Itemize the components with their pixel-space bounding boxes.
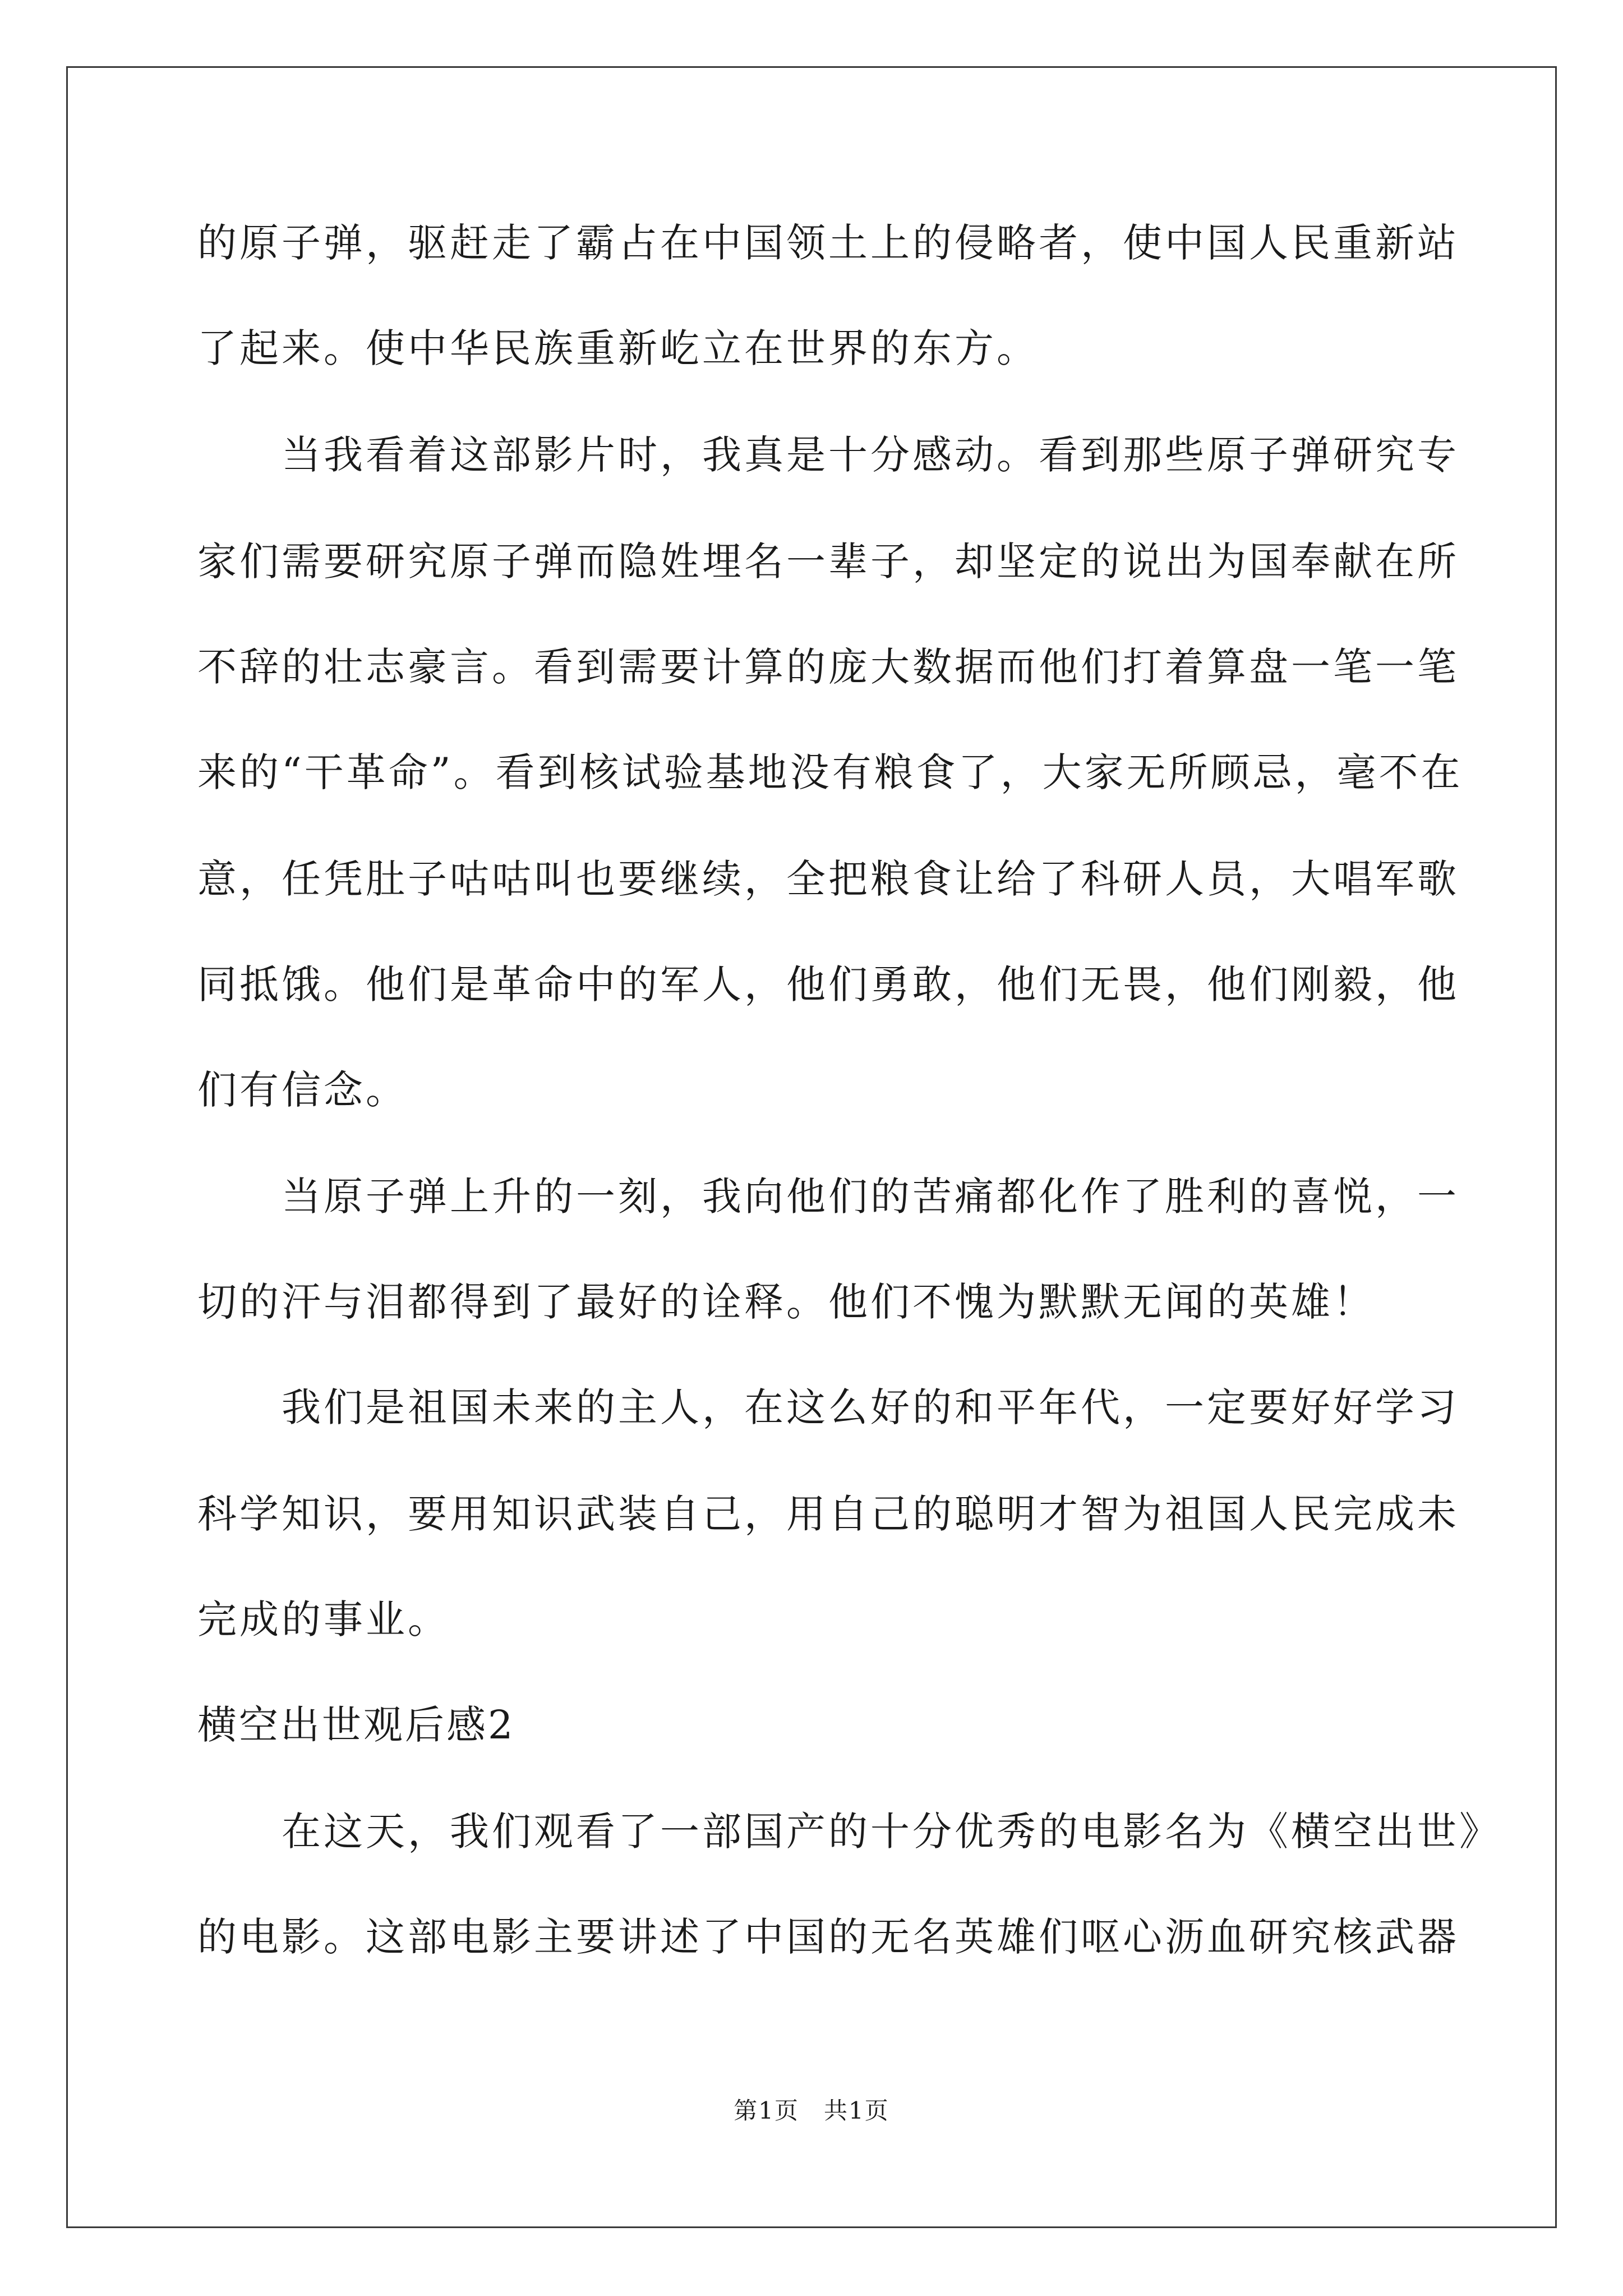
paragraph-line: 意，任凭肚子咕咕叫也要继续，全把粮食让给了科研人员，大唱军歌 <box>197 856 1459 902</box>
paragraph-line: 来的“干革命”。看到核试验基地没有粮食了，大家无所顾忌，毫不在 <box>197 749 1463 795</box>
paragraph-line: 不辞的壮志豪言。看到需要计算的庞大数据而他们打着算盘一笔一笔 <box>197 644 1459 690</box>
paragraph-line: 切的汗与泪都得到了最好的诠释。他们不愧为默默无闻的英雄！ <box>197 1279 1375 1325</box>
paragraph-line: 们有信念。 <box>197 1067 408 1113</box>
section-heading: 横空出世观后感2 <box>197 1702 515 1748</box>
paragraph-line: 的电影。这部电影主要讲述了中国的无名英雄们呕心沥血研究核武器 <box>197 1914 1459 1960</box>
page-number: 第1页 共1页 <box>734 2097 889 2124</box>
paragraph-line: 了起来。使中华民族重新屹立在世界的东方。 <box>197 325 1039 371</box>
paragraph-line: 当我看着这部影片时，我真是十分感动。看到那些原子弹研究专 <box>282 432 1459 478</box>
paragraph-line: 同抵饿。他们是革命中的军人，他们勇敢，他们无畏，他们刚毅，他 <box>197 961 1459 1007</box>
paragraph-line: 的原子弹，驱赶走了霸占在中国领土上的侵略者，使中国人民重新站 <box>197 220 1459 266</box>
paragraph-line: 科学知识，要用知识武装自己，用自己的聪明才智为祖国人民完成未 <box>197 1491 1459 1537</box>
page-border <box>66 66 1557 2228</box>
paragraph-line: 家们需要研究原子弹而隐姓埋名一辈子，却坚定的说出为国奉献在所 <box>197 539 1459 585</box>
paragraph-line: 当原子弹上升的一刻，我向他们的苦痛都化作了胜利的喜悦，一 <box>282 1174 1459 1220</box>
paragraph-line: 我们是祖国未来的主人，在这么好的和平年代，一定要好好学习 <box>282 1384 1459 1430</box>
paragraph-line: 完成的事业。 <box>197 1596 450 1642</box>
paragraph-line: 在这天，我们观看了一部国产的十分优秀的电影名为《横空出世》 <box>282 1809 1501 1855</box>
